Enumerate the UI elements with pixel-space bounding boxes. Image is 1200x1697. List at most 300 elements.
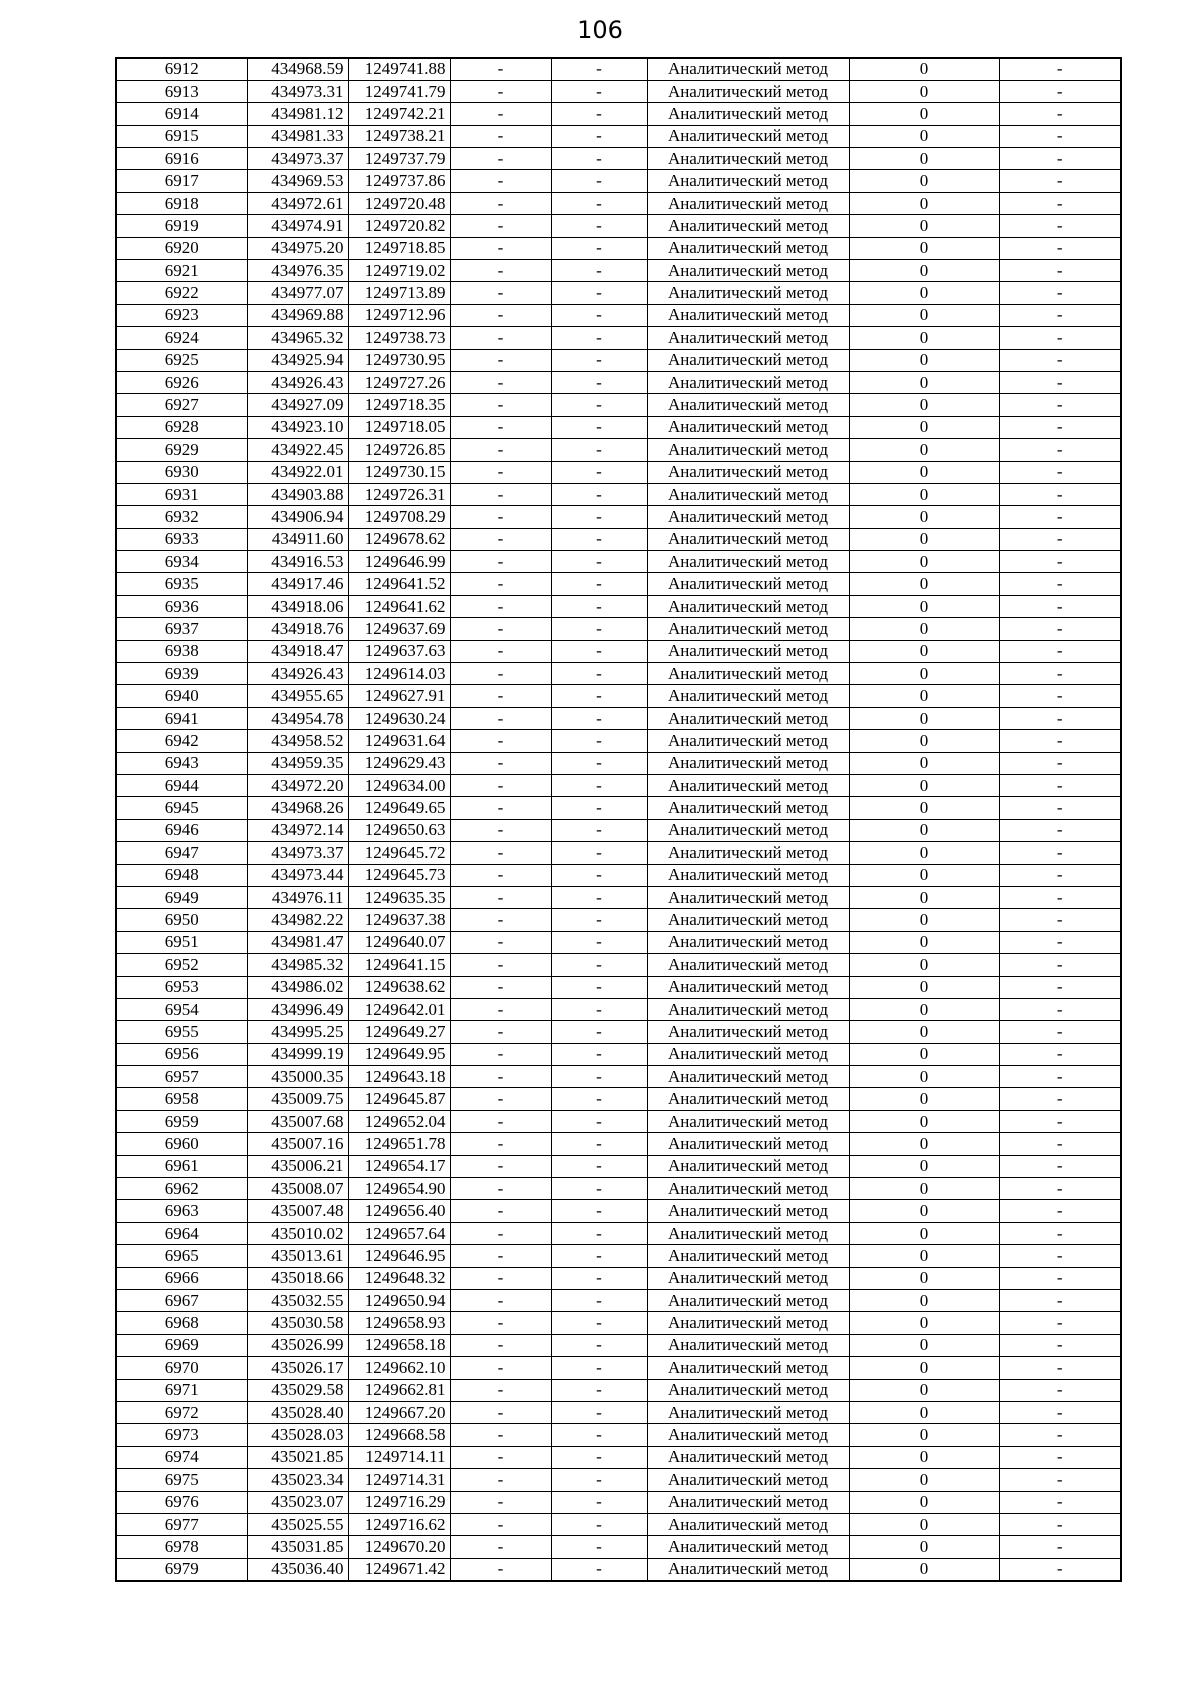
dash-cell: - xyxy=(450,1043,551,1065)
table-row xyxy=(116,551,1121,573)
coordinates-table xyxy=(115,57,1122,1582)
dash-cell: - xyxy=(450,1558,551,1580)
dash-cell: - xyxy=(999,1088,1121,1110)
dash-cell: - xyxy=(999,260,1121,282)
point-number-cell: 6915 xyxy=(116,125,247,147)
method-cell: Аналитический метод xyxy=(647,1133,849,1155)
dash-cell: - xyxy=(999,595,1121,617)
error-value-cell: 0 xyxy=(849,1245,999,1267)
dash-cell: - xyxy=(999,1558,1121,1580)
method-cell: Аналитический метод xyxy=(647,730,849,752)
x-coordinate-cell: 434917.46 xyxy=(247,573,348,595)
dash-cell: - xyxy=(450,394,551,416)
table-row xyxy=(116,1357,1121,1379)
error-value-cell: 0 xyxy=(849,685,999,707)
dash-cell: - xyxy=(999,842,1121,864)
x-coordinate-cell: 434926.43 xyxy=(247,371,348,393)
x-coordinate-cell: 434969.88 xyxy=(247,304,348,326)
dash-cell: - xyxy=(450,1312,551,1334)
point-number-cell: 6966 xyxy=(116,1267,247,1289)
dash-cell: - xyxy=(551,1289,647,1311)
error-value-cell: 0 xyxy=(849,1379,999,1401)
error-value-cell: 0 xyxy=(849,260,999,282)
point-number-cell: 6967 xyxy=(116,1289,247,1311)
dash-cell: - xyxy=(450,439,551,461)
method-cell: Аналитический метод xyxy=(647,752,849,774)
dash-cell: - xyxy=(551,1513,647,1535)
error-value-cell: 0 xyxy=(849,1357,999,1379)
table-row xyxy=(116,1558,1121,1580)
method-cell: Аналитический метод xyxy=(647,416,849,438)
point-number-cell: 6932 xyxy=(116,506,247,528)
y-coordinate-cell: 1249643.18 xyxy=(348,1066,450,1088)
y-coordinate-cell: 1249631.64 xyxy=(348,730,450,752)
dash-cell: - xyxy=(999,663,1121,685)
y-coordinate-cell: 1249649.95 xyxy=(348,1043,450,1065)
point-number-cell: 6928 xyxy=(116,416,247,438)
method-cell: Аналитический метод xyxy=(647,1222,849,1244)
y-coordinate-cell: 1249650.63 xyxy=(348,819,450,841)
dash-cell: - xyxy=(551,551,647,573)
dash-cell: - xyxy=(450,595,551,617)
y-coordinate-cell: 1249714.11 xyxy=(348,1446,450,1468)
y-coordinate-cell: 1249730.95 xyxy=(348,349,450,371)
y-coordinate-cell: 1249737.79 xyxy=(348,148,450,170)
dash-cell: - xyxy=(450,1110,551,1132)
dash-cell: - xyxy=(999,707,1121,729)
x-coordinate-cell: 435028.40 xyxy=(247,1401,348,1423)
error-value-cell: 0 xyxy=(849,1513,999,1535)
dash-cell: - xyxy=(999,1222,1121,1244)
dash-cell: - xyxy=(551,1021,647,1043)
y-coordinate-cell: 1249641.15 xyxy=(348,954,450,976)
dash-cell: - xyxy=(551,58,647,80)
point-number-cell: 6925 xyxy=(116,349,247,371)
method-cell: Аналитический метод xyxy=(647,215,849,237)
dash-cell: - xyxy=(999,618,1121,640)
table-row xyxy=(116,886,1121,908)
dash-cell: - xyxy=(450,148,551,170)
dash-cell: - xyxy=(999,931,1121,953)
dash-cell: - xyxy=(999,461,1121,483)
point-number-cell: 6978 xyxy=(116,1536,247,1558)
error-value-cell: 0 xyxy=(849,237,999,259)
table-row xyxy=(116,1469,1121,1491)
method-cell: Аналитический метод xyxy=(647,1491,849,1513)
table-row xyxy=(116,1066,1121,1088)
x-coordinate-cell: 435010.02 xyxy=(247,1222,348,1244)
x-coordinate-cell: 435036.40 xyxy=(247,1558,348,1580)
dash-cell: - xyxy=(999,349,1121,371)
x-coordinate-cell: 434981.33 xyxy=(247,125,348,147)
y-coordinate-cell: 1249738.73 xyxy=(348,327,450,349)
dash-cell: - xyxy=(450,1066,551,1088)
x-coordinate-cell: 434972.61 xyxy=(247,192,348,214)
dash-cell: - xyxy=(551,304,647,326)
x-coordinate-cell: 434976.11 xyxy=(247,886,348,908)
x-coordinate-cell: 434922.45 xyxy=(247,439,348,461)
dash-cell: - xyxy=(999,730,1121,752)
method-cell: Аналитический метод xyxy=(647,1267,849,1289)
dash-cell: - xyxy=(999,573,1121,595)
table-row xyxy=(116,797,1121,819)
table-row xyxy=(116,170,1121,192)
dash-cell: - xyxy=(450,842,551,864)
dash-cell: - xyxy=(999,1043,1121,1065)
dash-cell: - xyxy=(999,58,1121,80)
dash-cell: - xyxy=(551,618,647,640)
dash-cell: - xyxy=(999,1357,1121,1379)
method-cell: Аналитический метод xyxy=(647,976,849,998)
y-coordinate-cell: 1249641.62 xyxy=(348,595,450,617)
dash-cell: - xyxy=(551,125,647,147)
dash-cell: - xyxy=(999,1312,1121,1334)
x-coordinate-cell: 434973.31 xyxy=(247,80,348,102)
method-cell: Аналитический метод xyxy=(647,1334,849,1356)
table-row xyxy=(116,1424,1121,1446)
dash-cell: - xyxy=(551,976,647,998)
error-value-cell: 0 xyxy=(849,349,999,371)
table-row xyxy=(116,640,1121,662)
point-number-cell: 6918 xyxy=(116,192,247,214)
method-cell: Аналитический метод xyxy=(647,1245,849,1267)
point-number-cell: 6935 xyxy=(116,573,247,595)
table-row xyxy=(116,1289,1121,1311)
y-coordinate-cell: 1249737.86 xyxy=(348,170,450,192)
y-coordinate-cell: 1249668.58 xyxy=(348,1424,450,1446)
point-number-cell: 6948 xyxy=(116,864,247,886)
point-number-cell: 6975 xyxy=(116,1469,247,1491)
dash-cell: - xyxy=(551,282,647,304)
point-number-cell: 6964 xyxy=(116,1222,247,1244)
x-coordinate-cell: 434968.59 xyxy=(247,58,348,80)
table-row xyxy=(116,775,1121,797)
dash-cell: - xyxy=(999,797,1121,819)
x-coordinate-cell: 434959.35 xyxy=(247,752,348,774)
y-coordinate-cell: 1249667.20 xyxy=(348,1401,450,1423)
point-number-cell: 6929 xyxy=(116,439,247,461)
dash-cell: - xyxy=(450,1178,551,1200)
error-value-cell: 0 xyxy=(849,752,999,774)
x-coordinate-cell: 435007.68 xyxy=(247,1110,348,1132)
point-number-cell: 6922 xyxy=(116,282,247,304)
error-value-cell: 0 xyxy=(849,1401,999,1423)
dash-cell: - xyxy=(450,1133,551,1155)
y-coordinate-cell: 1249645.87 xyxy=(348,1088,450,1110)
error-value-cell: 0 xyxy=(849,170,999,192)
y-coordinate-cell: 1249646.99 xyxy=(348,551,450,573)
y-coordinate-cell: 1249637.63 xyxy=(348,640,450,662)
dash-cell: - xyxy=(450,976,551,998)
dash-cell: - xyxy=(551,1267,647,1289)
y-coordinate-cell: 1249649.27 xyxy=(348,1021,450,1043)
x-coordinate-cell: 435028.03 xyxy=(247,1424,348,1446)
point-number-cell: 6955 xyxy=(116,1021,247,1043)
dash-cell: - xyxy=(450,864,551,886)
dash-cell: - xyxy=(551,1088,647,1110)
point-number-cell: 6917 xyxy=(116,170,247,192)
dash-cell: - xyxy=(551,192,647,214)
table-row xyxy=(116,864,1121,886)
error-value-cell: 0 xyxy=(849,1536,999,1558)
error-value-cell: 0 xyxy=(849,483,999,505)
y-coordinate-cell: 1249730.15 xyxy=(348,461,450,483)
dash-cell: - xyxy=(999,819,1121,841)
table-row xyxy=(116,371,1121,393)
point-number-cell: 6920 xyxy=(116,237,247,259)
method-cell: Аналитический метод xyxy=(647,1110,849,1132)
method-cell: Аналитический метод xyxy=(647,685,849,707)
table-row xyxy=(116,1110,1121,1132)
point-number-cell: 6965 xyxy=(116,1245,247,1267)
x-coordinate-cell: 435021.85 xyxy=(247,1446,348,1468)
x-coordinate-cell: 435007.16 xyxy=(247,1133,348,1155)
y-coordinate-cell: 1249614.03 xyxy=(348,663,450,685)
error-value-cell: 0 xyxy=(849,1066,999,1088)
dash-cell: - xyxy=(551,260,647,282)
method-cell: Аналитический метод xyxy=(647,663,849,685)
y-coordinate-cell: 1249671.42 xyxy=(348,1558,450,1580)
table-row xyxy=(116,192,1121,214)
method-cell: Аналитический метод xyxy=(647,1155,849,1177)
dash-cell: - xyxy=(999,125,1121,147)
point-number-cell: 6940 xyxy=(116,685,247,707)
table-row xyxy=(116,237,1121,259)
method-cell: Аналитический метод xyxy=(647,58,849,80)
dash-cell: - xyxy=(551,1379,647,1401)
error-value-cell: 0 xyxy=(849,148,999,170)
x-coordinate-cell: 434985.32 xyxy=(247,954,348,976)
table-row xyxy=(116,1245,1121,1267)
dash-cell: - xyxy=(999,685,1121,707)
point-number-cell: 6957 xyxy=(116,1066,247,1088)
table-row xyxy=(116,685,1121,707)
x-coordinate-cell: 434918.06 xyxy=(247,595,348,617)
dash-cell: - xyxy=(551,1066,647,1088)
dash-cell: - xyxy=(450,663,551,685)
method-cell: Аналитический метод xyxy=(647,775,849,797)
method-cell: Аналитический метод xyxy=(647,461,849,483)
dash-cell: - xyxy=(551,80,647,102)
y-coordinate-cell: 1249641.52 xyxy=(348,573,450,595)
y-coordinate-cell: 1249720.48 xyxy=(348,192,450,214)
table-row xyxy=(116,1178,1121,1200)
dash-cell: - xyxy=(450,349,551,371)
dash-cell: - xyxy=(450,327,551,349)
dash-cell: - xyxy=(450,1245,551,1267)
x-coordinate-cell: 434911.60 xyxy=(247,528,348,550)
method-cell: Аналитический метод xyxy=(647,1312,849,1334)
y-coordinate-cell: 1249629.43 xyxy=(348,752,450,774)
dash-cell: - xyxy=(999,1469,1121,1491)
point-number-cell: 6923 xyxy=(116,304,247,326)
error-value-cell: 0 xyxy=(849,282,999,304)
point-number-cell: 6933 xyxy=(116,528,247,550)
x-coordinate-cell: 435023.07 xyxy=(247,1491,348,1513)
point-number-cell: 6956 xyxy=(116,1043,247,1065)
method-cell: Аналитический метод xyxy=(647,1558,849,1580)
error-value-cell: 0 xyxy=(849,931,999,953)
y-coordinate-cell: 1249637.38 xyxy=(348,909,450,931)
x-coordinate-cell: 434969.53 xyxy=(247,170,348,192)
y-coordinate-cell: 1249656.40 xyxy=(348,1200,450,1222)
point-number-cell: 6912 xyxy=(116,58,247,80)
x-coordinate-cell: 434918.76 xyxy=(247,618,348,640)
dash-cell: - xyxy=(999,976,1121,998)
y-coordinate-cell: 1249714.31 xyxy=(348,1469,450,1491)
table-row xyxy=(116,1155,1121,1177)
x-coordinate-cell: 435007.48 xyxy=(247,1200,348,1222)
dash-cell: - xyxy=(999,394,1121,416)
error-value-cell: 0 xyxy=(849,1334,999,1356)
dash-cell: - xyxy=(551,506,647,528)
error-value-cell: 0 xyxy=(849,506,999,528)
method-cell: Аналитический метод xyxy=(647,260,849,282)
method-cell: Аналитический метод xyxy=(647,439,849,461)
error-value-cell: 0 xyxy=(849,595,999,617)
table-row xyxy=(116,394,1121,416)
dash-cell: - xyxy=(999,775,1121,797)
point-number-cell: 6926 xyxy=(116,371,247,393)
table-row xyxy=(116,58,1121,80)
x-coordinate-cell: 434925.94 xyxy=(247,349,348,371)
dash-cell: - xyxy=(999,170,1121,192)
x-coordinate-cell: 434972.14 xyxy=(247,819,348,841)
table-row xyxy=(116,80,1121,102)
table-row xyxy=(116,707,1121,729)
dash-cell: - xyxy=(450,551,551,573)
point-number-cell: 6951 xyxy=(116,931,247,953)
dash-cell: - xyxy=(450,954,551,976)
point-number-cell: 6974 xyxy=(116,1446,247,1468)
point-number-cell: 6958 xyxy=(116,1088,247,1110)
y-coordinate-cell: 1249719.02 xyxy=(348,260,450,282)
point-number-cell: 6979 xyxy=(116,1558,247,1580)
dash-cell: - xyxy=(999,304,1121,326)
x-coordinate-cell: 435030.58 xyxy=(247,1312,348,1334)
method-cell: Аналитический метод xyxy=(647,1200,849,1222)
error-value-cell: 0 xyxy=(849,1424,999,1446)
dash-cell: - xyxy=(450,192,551,214)
dash-cell: - xyxy=(551,842,647,864)
dash-cell: - xyxy=(450,1401,551,1423)
table-row xyxy=(116,1379,1121,1401)
method-cell: Аналитический метод xyxy=(647,595,849,617)
dash-cell: - xyxy=(450,416,551,438)
dash-cell: - xyxy=(999,371,1121,393)
error-value-cell: 0 xyxy=(849,730,999,752)
dash-cell: - xyxy=(551,1334,647,1356)
y-coordinate-cell: 1249649.65 xyxy=(348,797,450,819)
y-coordinate-cell: 1249640.07 xyxy=(348,931,450,953)
dash-cell: - xyxy=(999,1334,1121,1356)
error-value-cell: 0 xyxy=(849,439,999,461)
dash-cell: - xyxy=(999,1401,1121,1423)
dash-cell: - xyxy=(450,1469,551,1491)
dash-cell: - xyxy=(999,1200,1121,1222)
table-row xyxy=(116,327,1121,349)
table-row xyxy=(116,1334,1121,1356)
dash-cell: - xyxy=(450,125,551,147)
dash-cell: - xyxy=(450,58,551,80)
dash-cell: - xyxy=(450,573,551,595)
dash-cell: - xyxy=(551,1401,647,1423)
dash-cell: - xyxy=(450,304,551,326)
dash-cell: - xyxy=(999,1066,1121,1088)
y-coordinate-cell: 1249738.21 xyxy=(348,125,450,147)
y-coordinate-cell: 1249708.29 xyxy=(348,506,450,528)
x-coordinate-cell: 435026.17 xyxy=(247,1357,348,1379)
point-number-cell: 6938 xyxy=(116,640,247,662)
method-cell: Аналитический метод xyxy=(647,1289,849,1311)
dash-cell: - xyxy=(999,416,1121,438)
dash-cell: - xyxy=(551,1200,647,1222)
coordinates-table-body xyxy=(116,58,1121,1581)
error-value-cell: 0 xyxy=(849,909,999,931)
method-cell: Аналитический метод xyxy=(647,282,849,304)
point-number-cell: 6961 xyxy=(116,1155,247,1177)
table-row xyxy=(116,931,1121,953)
error-value-cell: 0 xyxy=(849,640,999,662)
dash-cell: - xyxy=(450,1424,551,1446)
table-row xyxy=(116,573,1121,595)
error-value-cell: 0 xyxy=(849,327,999,349)
x-coordinate-cell: 435023.34 xyxy=(247,1469,348,1491)
dash-cell: - xyxy=(999,640,1121,662)
x-coordinate-cell: 434972.20 xyxy=(247,775,348,797)
point-number-cell: 6930 xyxy=(116,461,247,483)
dash-cell: - xyxy=(450,1222,551,1244)
table-row xyxy=(116,304,1121,326)
error-value-cell: 0 xyxy=(849,215,999,237)
table-row xyxy=(116,1021,1121,1043)
method-cell: Аналитический метод xyxy=(647,1088,849,1110)
error-value-cell: 0 xyxy=(849,371,999,393)
y-coordinate-cell: 1249645.72 xyxy=(348,842,450,864)
x-coordinate-cell: 434903.88 xyxy=(247,483,348,505)
method-cell: Аналитический метод xyxy=(647,148,849,170)
x-coordinate-cell: 434977.07 xyxy=(247,282,348,304)
dash-cell: - xyxy=(551,819,647,841)
x-coordinate-cell: 435018.66 xyxy=(247,1267,348,1289)
method-cell: Аналитический метод xyxy=(647,528,849,550)
dash-cell: - xyxy=(551,349,647,371)
dash-cell: - xyxy=(551,1155,647,1177)
x-coordinate-cell: 434976.35 xyxy=(247,260,348,282)
method-cell: Аналитический метод xyxy=(647,349,849,371)
error-value-cell: 0 xyxy=(849,58,999,80)
dash-cell: - xyxy=(999,1379,1121,1401)
method-cell: Аналитический метод xyxy=(647,551,849,573)
method-cell: Аналитический метод xyxy=(647,1178,849,1200)
dash-cell: - xyxy=(551,886,647,908)
y-coordinate-cell: 1249630.24 xyxy=(348,707,450,729)
dash-cell: - xyxy=(450,260,551,282)
dash-cell: - xyxy=(999,1110,1121,1132)
table-row xyxy=(116,618,1121,640)
dash-cell: - xyxy=(999,752,1121,774)
method-cell: Аналитический метод xyxy=(647,909,849,931)
method-cell: Аналитический метод xyxy=(647,1066,849,1088)
x-coordinate-cell: 435006.21 xyxy=(247,1155,348,1177)
point-number-cell: 6973 xyxy=(116,1424,247,1446)
dash-cell: - xyxy=(551,1424,647,1446)
error-value-cell: 0 xyxy=(849,1200,999,1222)
dash-cell: - xyxy=(551,483,647,505)
dash-cell: - xyxy=(551,775,647,797)
point-number-cell: 6952 xyxy=(116,954,247,976)
point-number-cell: 6963 xyxy=(116,1200,247,1222)
